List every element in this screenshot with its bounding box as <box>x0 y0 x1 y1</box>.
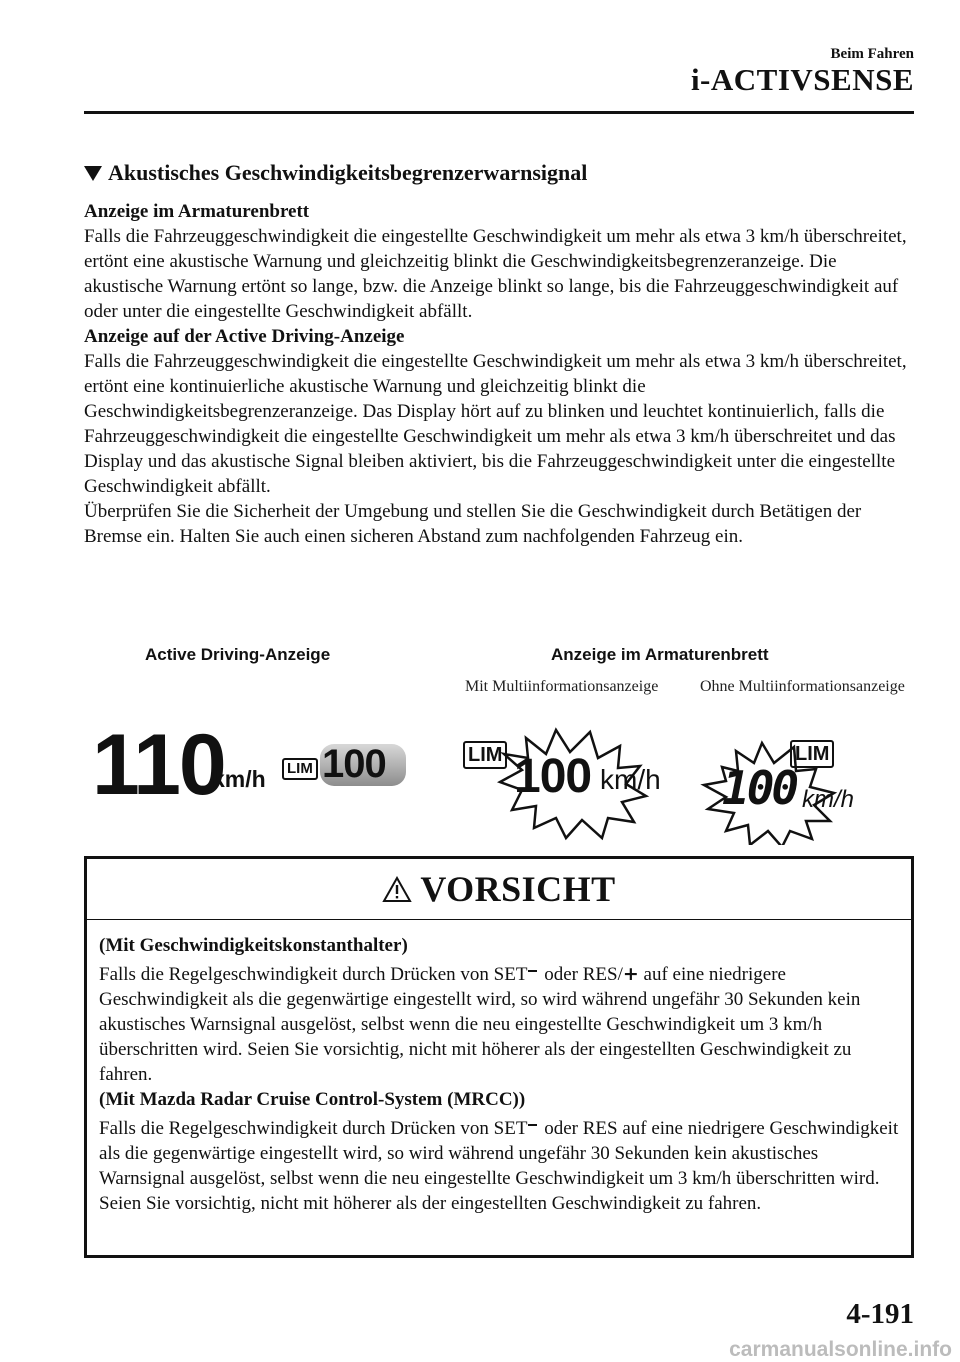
chapter-title: i-ACTIVSENSE <box>690 62 914 97</box>
active-driving-lim-badge: LIM <box>282 758 318 780</box>
warning-triangle-icon <box>382 876 412 903</box>
figure-label-mit: Mit Multiinformationsanzeige <box>465 678 659 695</box>
mit-limit-value: 100 <box>514 750 592 803</box>
caution-title: VORSICHT <box>420 869 616 909</box>
caution-paragraph-mrcc <box>99 1116 901 1216</box>
caution-subheading-mrcc: (Mit Mazda Radar Cruise Control-System (MRCC)) <box>99 1089 526 1110</box>
page-number: 4-191 <box>846 1298 914 1330</box>
plus-icon: + <box>622 963 639 985</box>
caution-header <box>87 859 911 920</box>
triangle-bullet-icon <box>84 166 102 181</box>
figure-label-ohne: Ohne Multiinformationsanzeige <box>700 678 905 695</box>
minus-icon <box>528 970 537 972</box>
caution-body <box>99 933 901 1216</box>
active-driving-unit: km/h <box>212 766 266 792</box>
caution-paragraph-cruise <box>99 962 901 1087</box>
active-driving-limit-value: 100 <box>322 742 386 786</box>
section-heading-text: Akustisches Geschwindigkeitsbegrenzerwarnsignal <box>108 160 588 185</box>
caution-text-1c: auf eine niedrigere Geschwindigkeit als die gegenwärtige eingestellt wird, so wird während ungefähr 30 Sekunden kein akustisches Warnsignal ausgelöst, selbst wenn die neu eingestellte Geschwindigkeit um 3 km/h überschritten wird. Seien Sie vorsichtig, nicht mit höherer als der eingestellten Geschwindigkeit zu fahren. <box>99 964 861 1085</box>
caution-box <box>84 856 914 1258</box>
paragraph-active-driving: Falls die Fahrzeuggeschwindigkeit die eingestellte Geschwindigkeit um mehr als etwa 3 km/h überschreitet, ertönt eine kontinuierliche akustische Warnung und gleichzeitig blinkt die Geschwindigkeitsbegrenzeranzeige. Das Display hört auf zu blinken und leuchtet kontinuierlich, falls die Fahrzeuggeschwindigkeit die eingestellte Geschwindigkeit um mehr als etwa 3 km/h überschreitet und das Display und das akustische Signal bleiben aktiviert, bis die Fahrzeuggeschwindigkeit unter die eingestellte Geschwindigkeit abfällt. <box>84 351 907 497</box>
section-label: Beim Fahren <box>830 46 914 62</box>
caution-text-2a: Falls die Regelgeschwindigkeit durch Drücken von SET <box>99 1118 528 1139</box>
active-driving-speed: 110 <box>92 717 225 813</box>
caution-text-1b: oder RES/ <box>539 964 623 985</box>
minus-icon <box>528 1124 537 1126</box>
subheading-active-driving: Anzeige auf der Active Driving-Anzeige <box>84 326 405 347</box>
caution-subheading-cruise: (Mit Geschwindigkeitskonstanthalter) <box>99 935 408 956</box>
section-heading <box>84 160 587 186</box>
ohne-unit: km/h <box>802 786 855 813</box>
ohne-lim-badge: LIM <box>790 740 834 768</box>
mit-unit: km/h <box>600 764 661 795</box>
subheading-armaturenbrett: Anzeige im Armaturenbrett <box>84 201 310 222</box>
figure-label-armaturenbrett: Anzeige im Armaturenbrett <box>551 645 769 664</box>
figure-label-active-driving: Active Driving-Anzeige <box>145 645 331 664</box>
caution-subheading-mrcc-text: Mit Mazda Radar Cruise Control-System (MRCC) <box>105 1089 519 1110</box>
caution-subheading-cruise-text: Mit Geschwindigkeitskonstanthalter <box>105 935 402 956</box>
body-text <box>84 199 920 549</box>
header-rule <box>84 111 914 114</box>
paragraph-armaturenbrett: Falls die Fahrzeuggeschwindigkeit die eingestellte Geschwindigkeit um mehr als etwa 3 km/h überschreitet, ertönt eine akustische Warnung und gleichzeitig blinkt die Geschwindigkeitsbegrenzeranzeige. Die akustische Warnung ertönt so lange, bzw. die Anzeige blinkt so lange, bis die Fahrzeuggeschwindigkeit auf oder unter die eingestellte Geschwindigkeit abfällt. <box>84 226 907 322</box>
mit-lim-badge: LIM <box>463 741 507 769</box>
footer-watermark: carmanualsonline.info <box>729 1338 952 1361</box>
caution-text-2b: oder RES auf eine niedrigere Geschwindigkeit als die gegenwärtige eingestellt wird, so wird während ungefähr 30 Sekunden kein akustisches Warnsignal ausgelöst, selbst wenn die neu eingestellte Geschwindigkeit um 3 km/h überschritten wird. Seien Sie vorsichtig, nicht mit höherer als der eingestellten Geschwindigkeit zu fahren. <box>99 1118 899 1214</box>
caution-text-1a: Falls die Regelgeschwindigkeit durch Drücken von SET <box>99 964 528 985</box>
ohne-limit-value: 100 <box>722 761 797 815</box>
paragraph-safety: Überprüfen Sie die Sicherheit der Umgebung und stellen Sie die Geschwindigkeit durch Betätigen der Bremse ein. Halten Sie auch einen sicheren Abstand zum nachfolgenden Fahrzeug ein. <box>84 501 862 547</box>
